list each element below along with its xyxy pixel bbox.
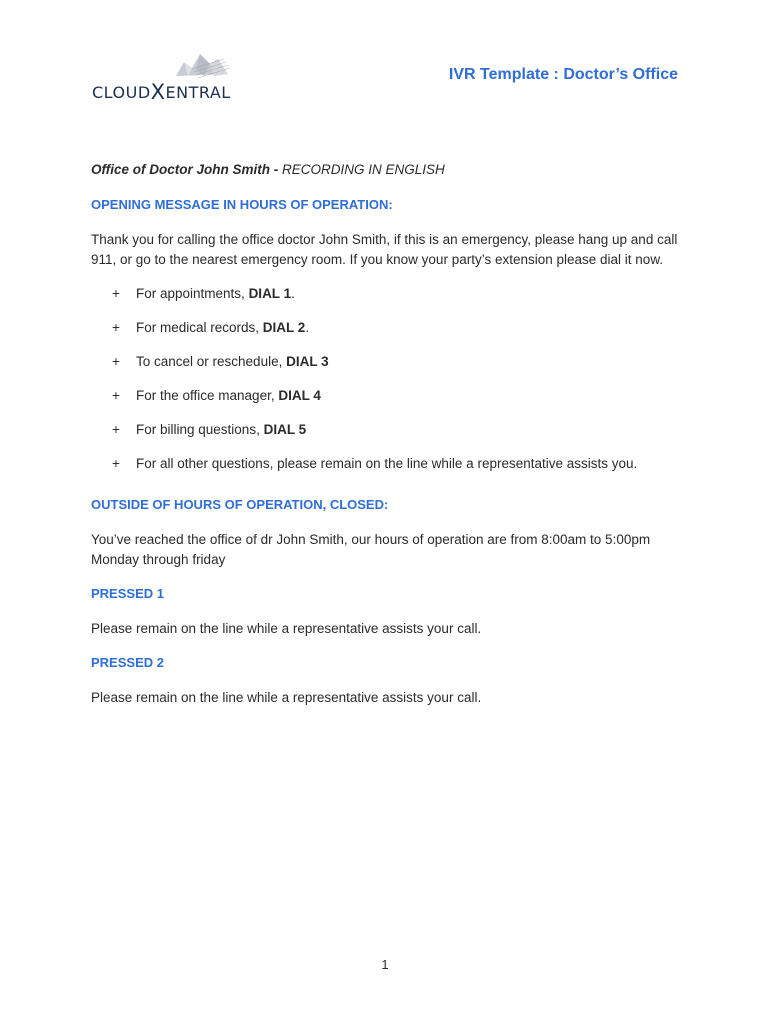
closed-heading: OUTSIDE OF HOURS OF OPERATION, CLOSED: bbox=[91, 497, 389, 512]
opening-heading: OPENING MESSAGE IN HOURS OF OPERATION: bbox=[91, 197, 393, 212]
logo-wordmark: CLOUDXENTRAL bbox=[92, 80, 231, 104]
pressed-1-heading: PRESSED 1 bbox=[91, 586, 164, 601]
ivr-option: + For billing questions, DIAL 5 bbox=[91, 420, 681, 440]
plus-bullet: + bbox=[112, 286, 120, 301]
ivr-option: + For medical records, DIAL 2. bbox=[91, 318, 681, 338]
ivr-option: + For appointments, DIAL 1. bbox=[91, 284, 681, 304]
plus-bullet: + bbox=[112, 422, 120, 437]
closed-message: You’ve reached the office of dr John Smith, our hours of operation are from 8:00am to 5:00pm Monday through friday bbox=[91, 532, 651, 567]
ivr-options-list bbox=[91, 284, 681, 474]
recording-language: RECORDING IN ENGLISH bbox=[282, 162, 445, 177]
ivr-option: + For all other questions, please remain on the line while a representative assists you. bbox=[91, 454, 681, 474]
cloudxentral-logo bbox=[92, 50, 232, 104]
pressed-1-message: Please remain on the line while a representative assists your call. bbox=[91, 621, 482, 636]
plus-bullet: + bbox=[112, 456, 120, 471]
page-number: 1 bbox=[381, 957, 389, 972]
opening-message: Thank you for calling the office doctor John Smith, if this is an emergency, please hang up and call 911, or go to the nearest emergency room. If you know your party’s extension please dial it now. bbox=[91, 232, 678, 267]
plus-bullet: + bbox=[112, 354, 120, 369]
office-name: Office of Doctor John Smith - bbox=[91, 162, 279, 177]
pressed-2-heading: PRESSED 2 bbox=[91, 655, 164, 670]
office-line bbox=[91, 160, 681, 180]
cloud-logo-icon bbox=[170, 50, 232, 80]
document-body bbox=[91, 160, 681, 722]
ivr-option: + To cancel or reschedule, DIAL 3 bbox=[91, 352, 681, 372]
plus-bullet: + bbox=[112, 388, 120, 403]
pressed-2-message: Please remain on the line while a representative assists your call. bbox=[91, 690, 482, 705]
plus-bullet: + bbox=[112, 320, 120, 335]
ivr-option: + For the office manager, DIAL 4 bbox=[91, 386, 681, 406]
document-title: IVR Template : Doctor’s Office bbox=[448, 66, 678, 83]
